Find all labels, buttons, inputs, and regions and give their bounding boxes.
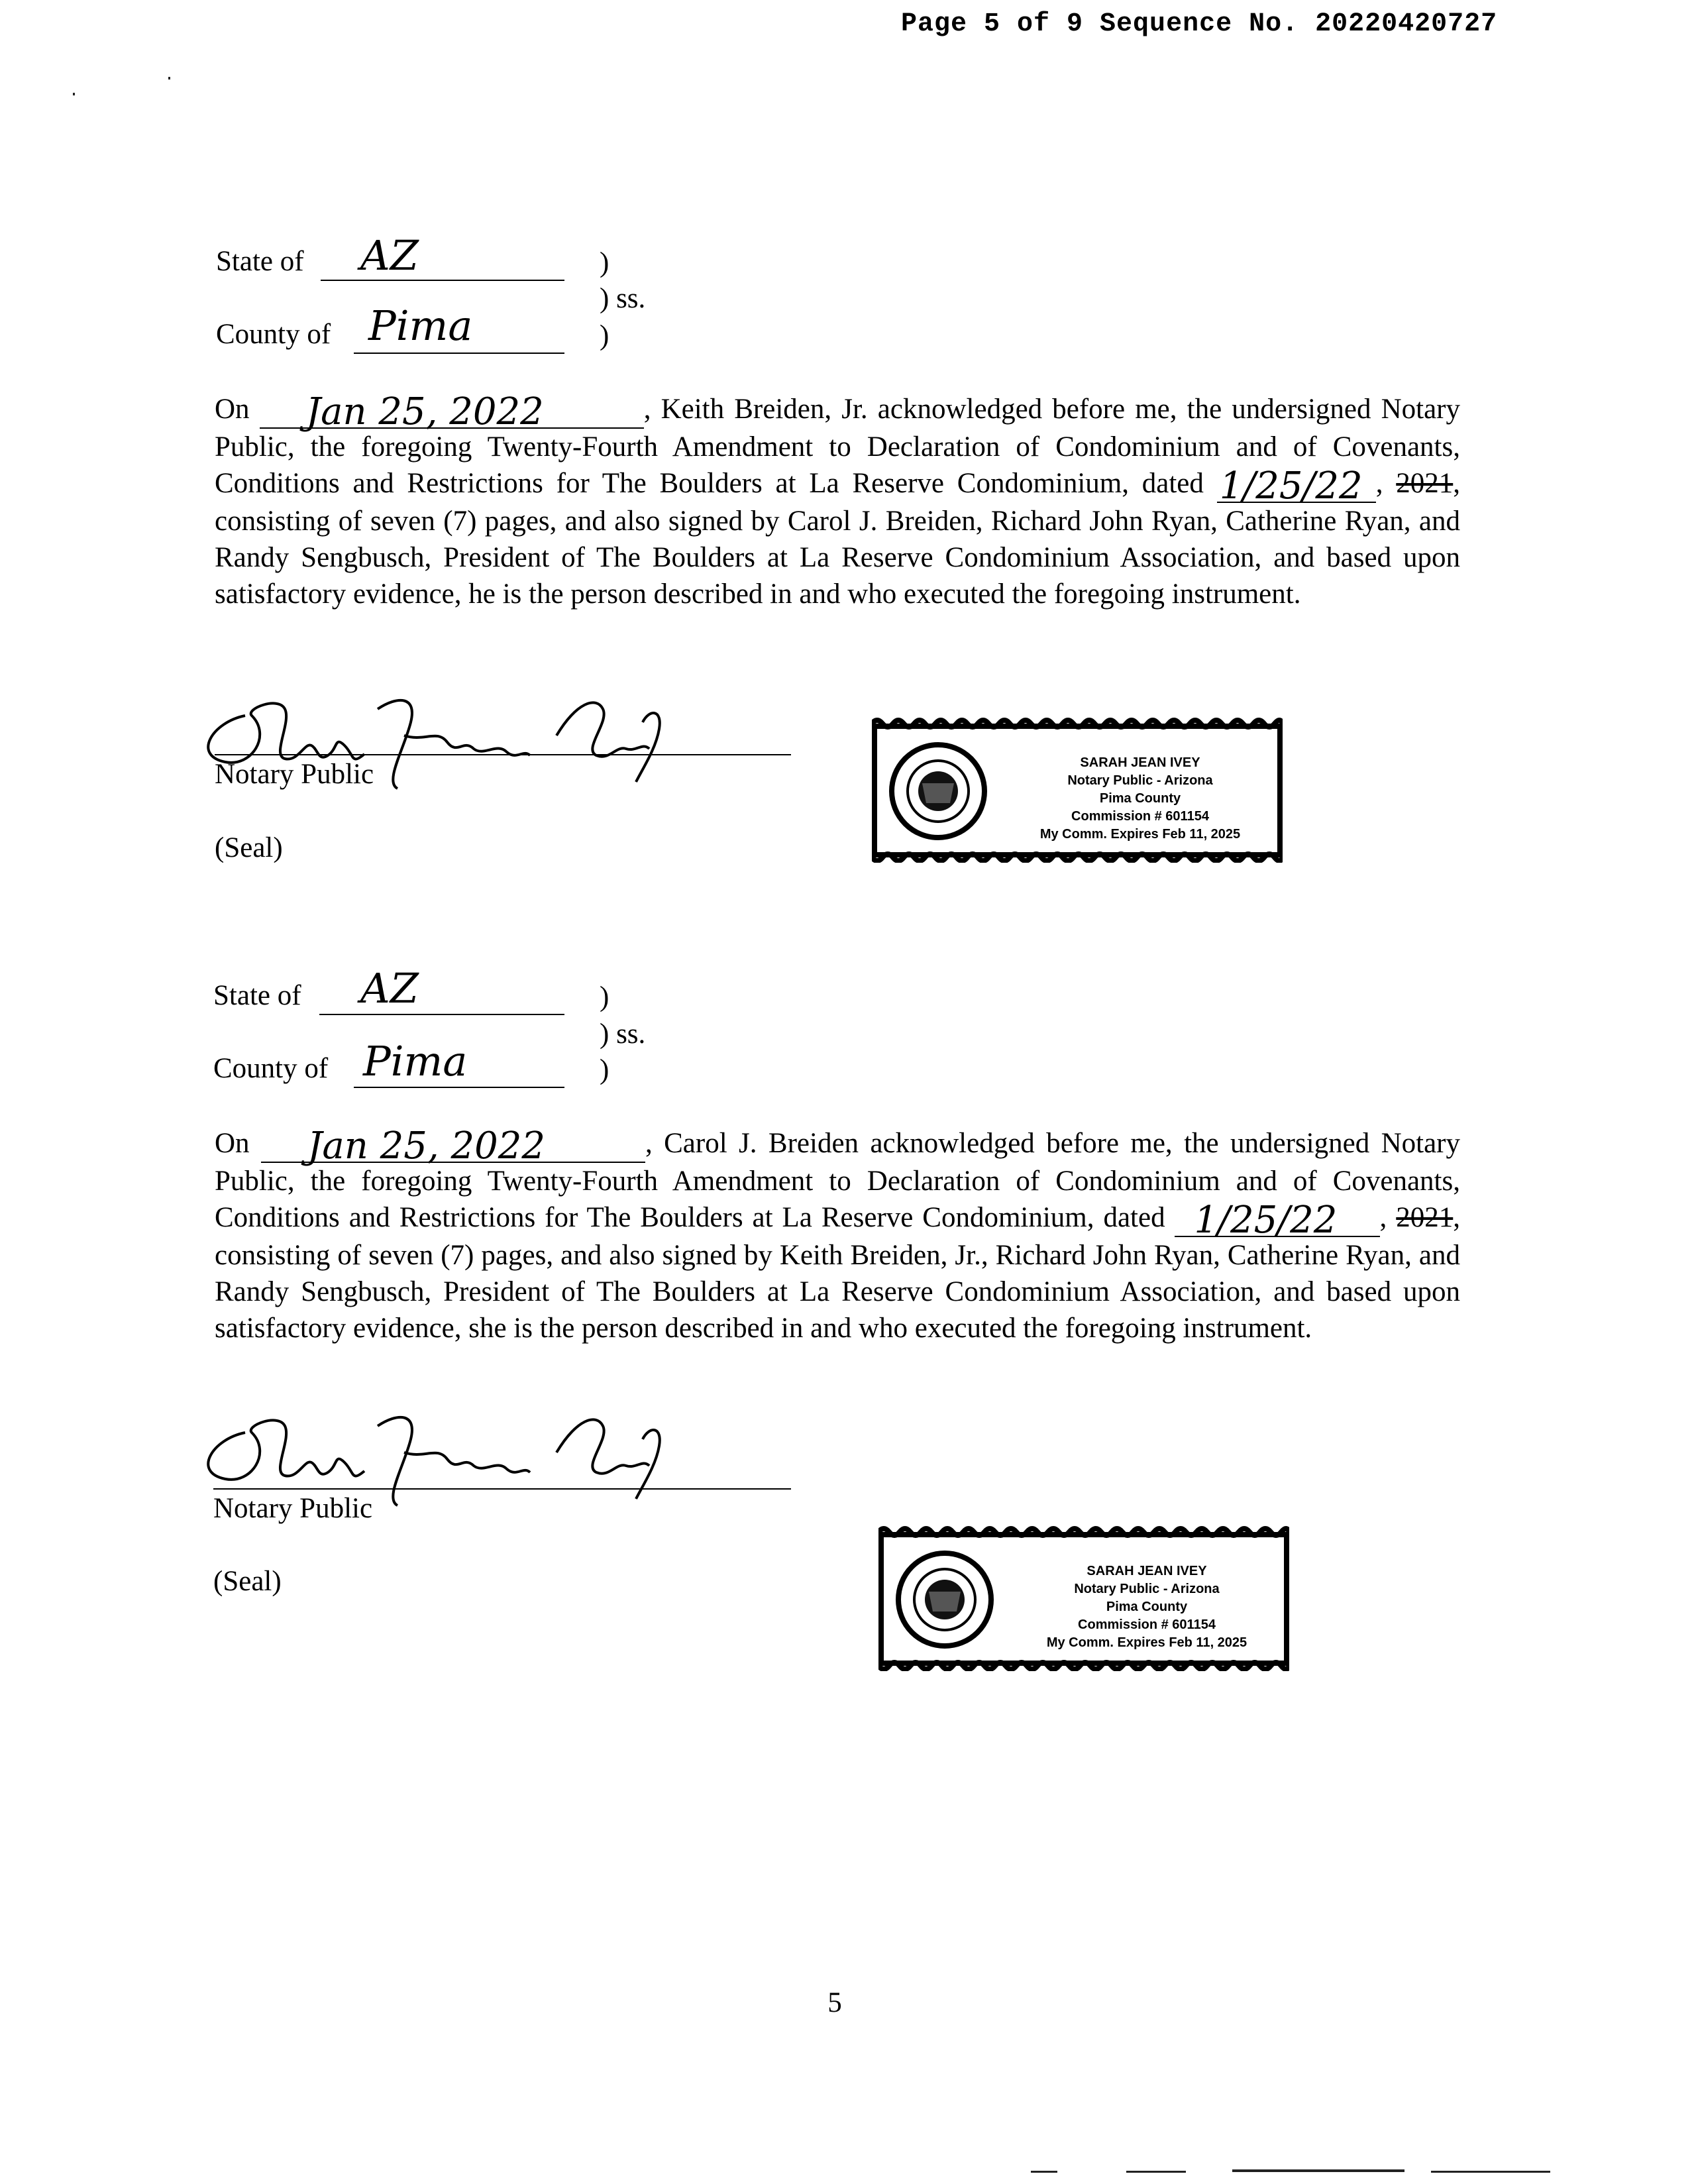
county-handwritten: Pima [368,301,473,350]
notary-public-label: Notary Public [213,1493,373,1524]
on-label: On [215,394,250,425]
paragraph-text-b: , consisting of seven (7) pages, and also signed by Carol J. Breiden, Richard John Ryan, Catherine Ryan, and Randy Sengbusch, President of The Boulders at La Reserve Condominium Association, and based upon satisfactory evidence, he is the person described in and who executed the foregoing instrument. [215,468,1460,610]
state-label: State of [216,246,304,277]
seal-commission: Commission # 601154 [1071,809,1209,824]
state-handwritten: AZ [360,231,419,280]
on-label: On [215,1128,250,1159]
date-handwritten: Jan 25, 2022 [305,390,544,433]
scan-speck [1126,2171,1186,2173]
county-handwritten: Pima [363,1037,468,1085]
state-handwritten: AZ [360,964,419,1012]
dated-blank [1175,1199,1380,1242]
seal-expires: My Comm. Expires Feb 11, 2025 [1046,1635,1247,1650]
notary-public-label: Notary Public [215,759,374,790]
signature-line [215,754,791,755]
state-blank [321,246,564,281]
scan-speck [168,77,170,80]
seal-commission: Commission # 601154 [1078,1617,1216,1632]
paragraph-text-b: , consisting of seven (7) pages, and also signed by Keith Breiden, Jr., Richard John Ryan, Catherine Ryan, and Randy Sengbusch, President of The Boulders at La Reserve Condominium Association, and based upon satisfactory evidence, she is the person described in and who executed the foregoing instrument. [215,1202,1461,1344]
seal-county: Pima County [1099,791,1181,806]
seal-title: Notary Public - Arizona [1067,773,1213,788]
dated-handwritten: 1/25/22 [1194,1199,1338,1242]
paragraph-text-a: , Keith Breiden, Jr. acknowledged before me, the undersigned Notary Public, the foregoing Twenty-Fourth Amendment to Declaration of Condominium and of Covenants, Conditions and Restrictions for The Boulders at La Reserve Condominium, dated [215,394,1461,499]
scan-speck [73,93,75,95]
date-blank [261,1124,645,1168]
scan-speck [1431,2171,1550,2173]
struck-year: 2021 [1396,1202,1454,1233]
ss-mark: ) ss. [600,283,646,314]
date-blank [260,390,644,433]
county-label: County of [213,1053,329,1084]
dated-handwritten: 1/25/22 [1219,464,1363,508]
seal-name: SARAH JEAN IVEY [1086,1564,1207,1578]
seal-expires: My Comm. Expires Feb 11, 2025 [1039,827,1241,842]
dated-blank [1217,464,1376,508]
acknowledgment-paragraph: On Jan 25, 2022 , Carol J. Breiden acknowledged before me, the undersigned Notary Public, the foregoing Twenty-Fourth Amendment to Declaration of Condominium and of Covenants, Conditions and Restrictions for The Boulders at La Reserve Condominium, dated 1/25/22 , 2021, consisting of seven (7) pages, and also signed by Keith Breiden, Jr., Richard John Ryan, Catherine Ryan, and Randy Sengbusch, President of The Boulders at La Reserve Condominium Association, and based upon satisfactory evidence, she is the person described in and who executed the foregoing instrument. [215,1124,1461,1344]
scan-speck [1031,2171,1057,2173]
page-header: Page 5 of 9 Sequence No. 20220420727 [901,9,1498,39]
paren: ) [600,1054,610,1085]
seal-county: Pima County [1106,1600,1188,1614]
date-handwritten: Jan 25, 2022 [307,1124,546,1168]
page-number: 5 [827,1987,842,2018]
paragraph-text-a: , Carol J. Breiden acknowledged before me, the undersigned Notary Public, the foregoing Twenty-Fourth Amendment to Declaration of Condominium and of Covenants, Conditions and Restrictions for The Boulders at La Reserve Condominium, dated [215,1128,1460,1233]
notary-seal-stamp [872,717,1283,863]
paren: ) [600,320,610,351]
state-label: State of [213,980,301,1011]
seal-title: Notary Public - Arizona [1074,1582,1220,1596]
seal-name: SARAH JEAN IVEY [1080,755,1200,770]
paren: ) [600,247,610,278]
paren: ) [600,981,610,1012]
signature-line [213,1488,791,1490]
ss-mark: ) ss. [600,1018,646,1050]
seal-label: (Seal) [215,832,283,863]
notary-seal-stamp [878,1525,1289,1671]
seal-label: (Seal) [213,1566,282,1597]
struck-year: 2021 [1396,468,1454,499]
acknowledgment-paragraph: On Jan 25, 2022 , Keith Breiden, Jr. acknowledged before me, the undersigned Notary Public, the foregoing Twenty-Fourth Amendment to Declaration of Condominium and of Covenants, Conditions and Restrictions for The Boulders at La Reserve Condominium, dated 1/25/22 , 2021, consisting of seven (7) pages, and also signed by Carol J. Breiden, Richard John Ryan, Catherine Ryan, and Randy Sengbusch, President of The Boulders at La Reserve Condominium Association, and based upon satisfactory evidence, he is the person described in and who executed the foregoing instrument. [215,390,1461,610]
county-label: County of [216,319,331,350]
scan-speck [1232,2169,1404,2172]
state-blank [319,981,564,1015]
